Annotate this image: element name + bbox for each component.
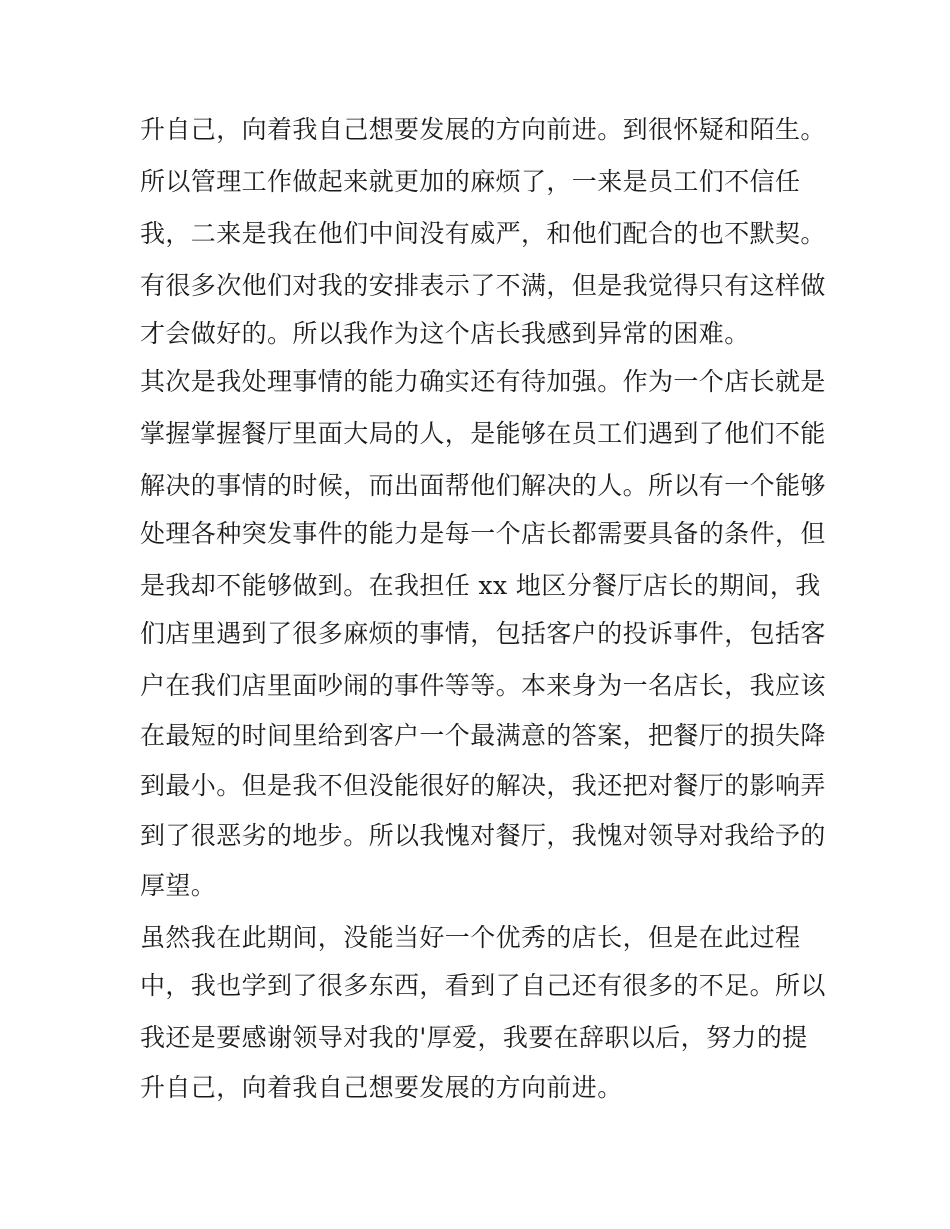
text-line: 升自己，向着我自己想要发展的方向前进。到很怀疑和陌生。 — [140, 115, 826, 144]
text-line: 虽然我在此期间，没能当好一个优秀的店长，但是在此过程 — [140, 923, 801, 952]
text-line: 其次是我处理事情的能力确实还有待加强。作为一个店长就是 — [140, 367, 826, 396]
text-line: 所以管理工作做起来就更加的麻烦了，一来是员工们不信任 — [140, 167, 801, 196]
text-line: 有很多次他们对我的安排表示了不满，但是我觉得只有这样做 — [140, 271, 826, 300]
text-line: 才会做好的。所以我作为这个店长我感到异常的困难。 — [140, 319, 750, 348]
text-line: 掌握掌握餐厅里面大局的人，是能够在员工们遇到了他们不能 — [140, 419, 826, 448]
text-line: 我还是要感谢领导对我的'厚爱，我要在辞职以后，努力的提 — [140, 1023, 808, 1052]
text-line: 升自己，向着我自己想要发展的方向前进。 — [140, 1073, 623, 1102]
text-line: 厚望。 — [140, 871, 217, 900]
text-line: 到了很恶劣的地步。所以我愧对餐厅，我愧对领导对我给予的 — [140, 821, 826, 850]
text-line: 到最小。但是我不但没能很好的解决，我还把对餐厅的影响弄 — [140, 771, 826, 800]
text-line: 处理各种突发事件的能力是每一个店长都需要具备的条件，但 — [140, 519, 826, 548]
text-line: 中，我也学到了很多东西，看到了自己还有很多的不足。所以 — [140, 971, 826, 1000]
text-line: 解决的事情的时候，而出面帮他们解决的人。所以有一个能够 — [140, 471, 826, 500]
text-line: 是我却不能够做到。在我担任 xx 地区分餐厅店长的期间，我 — [140, 571, 821, 600]
text-line: 在最短的时间里给到客户一个最满意的答案，把餐厅的损失降 — [140, 721, 826, 750]
text-line: 们店里遇到了很多麻烦的事情，包括客户的投诉事件，包括客 — [140, 619, 826, 648]
text-line: 户在我们店里面吵闹的事件等等。本来身为一名店长，我应该 — [140, 671, 826, 700]
text-line: 我，二来是我在他们中间没有威严，和他们配合的也不默契。 — [140, 219, 826, 248]
